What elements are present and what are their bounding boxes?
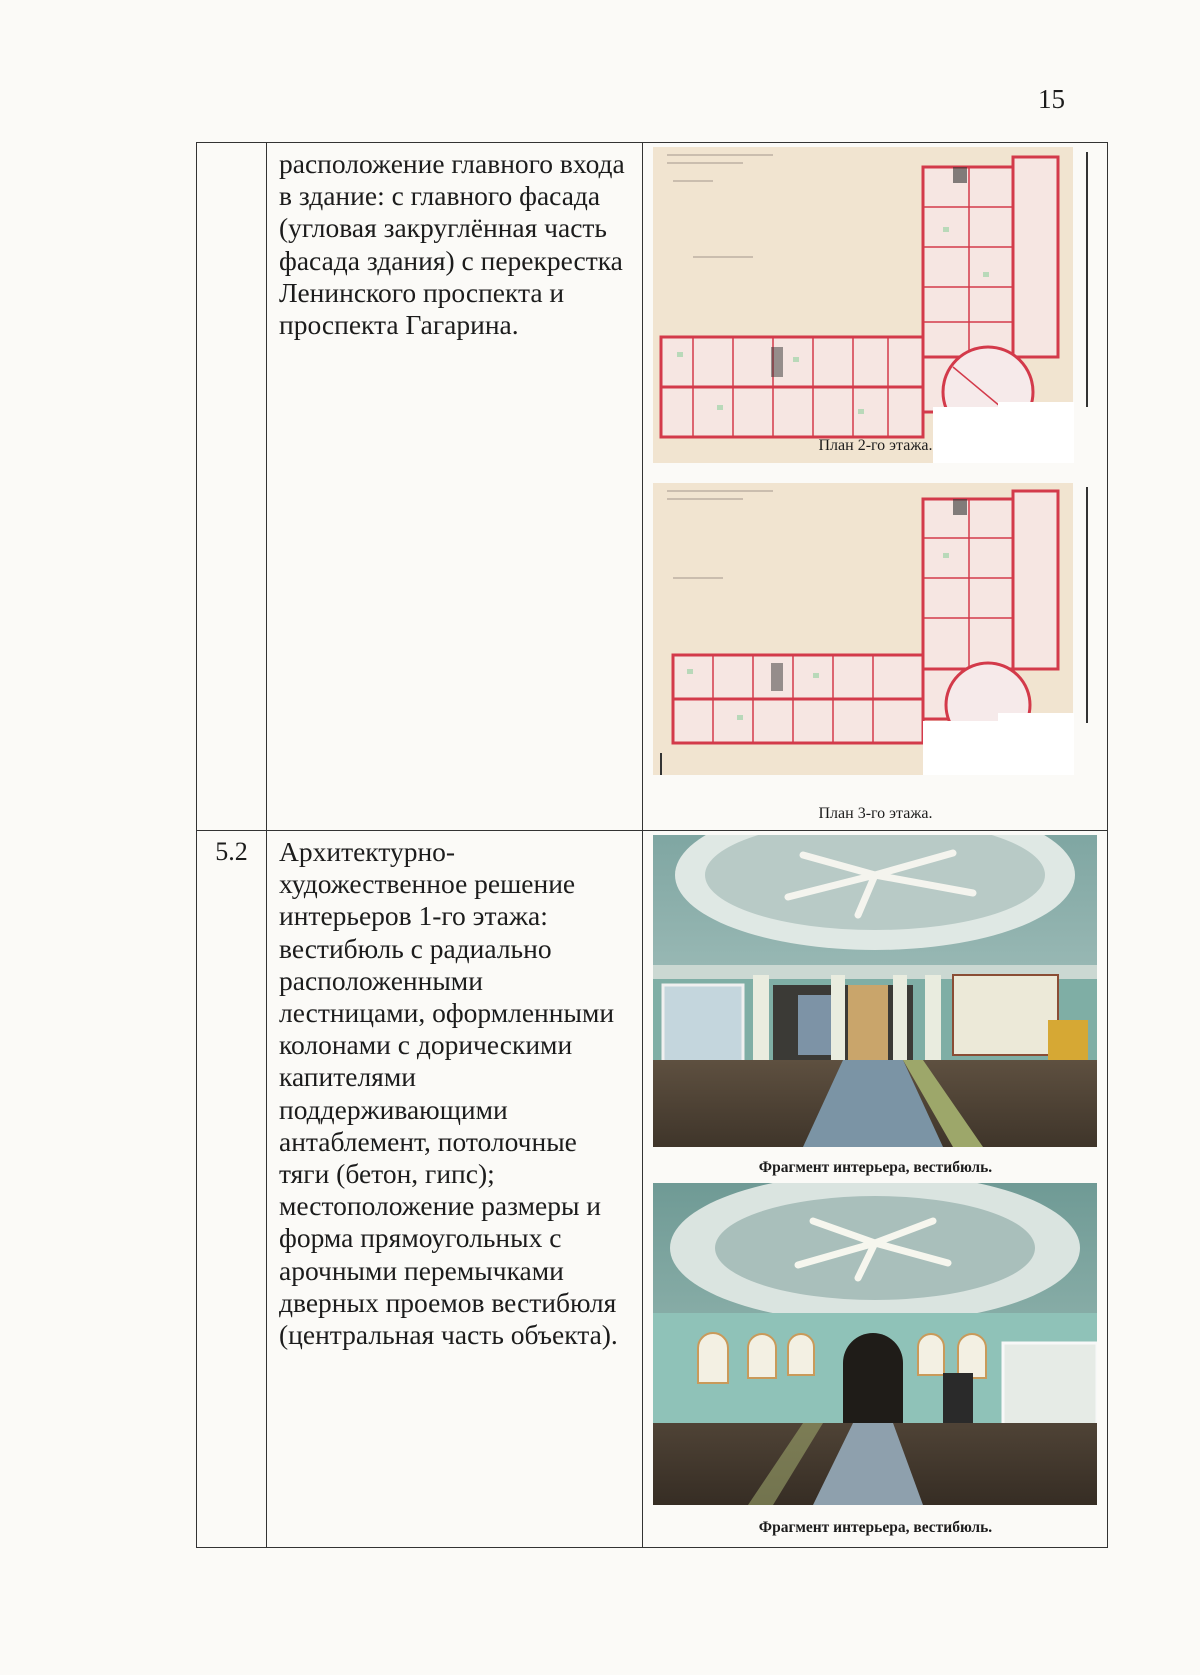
figure-cell	[643, 143, 1108, 831]
interior-photo-1	[653, 835, 1097, 1147]
figure-cell	[643, 831, 1108, 1548]
table-row	[197, 143, 1108, 831]
page-number: 15	[1038, 84, 1065, 114]
figure-caption: Фрагмент интерьера, вестибюль.	[758, 1159, 993, 1176]
row-number: 5.2	[197, 831, 267, 1548]
interior-photo-2	[653, 1183, 1097, 1505]
row-description: Архитектурно-художественное решение интерьеров 1-го этажа: вестибюль с радиально расположенными лестницами, оформленными колонами с дорическими капителями поддерживающими антаблемент, потолочные тяги (бетон, гипс); местоположение размеры и форма прямоугольных с арочными перемычками дверных проемов вестибюля (центральная часть объекта).	[267, 831, 643, 1548]
row-number	[197, 143, 267, 831]
figure-caption: План 2-го этажа.	[818, 437, 933, 454]
row-description: расположение главного входа в здание: с главного фасада (угловая закруглённая часть фасада здания) с перекрестка Ленинского проспекта и проспекта Гагарина.	[267, 143, 643, 831]
floor-plan-3-image	[653, 483, 1097, 775]
floor-plan-2-image	[653, 147, 1097, 463]
heritage-table	[196, 142, 1108, 1548]
figure-caption: План 3-го этажа.	[818, 805, 933, 822]
table-row	[197, 831, 1108, 1548]
figure-caption: Фрагмент интерьера, вестибюль.	[758, 1519, 993, 1536]
